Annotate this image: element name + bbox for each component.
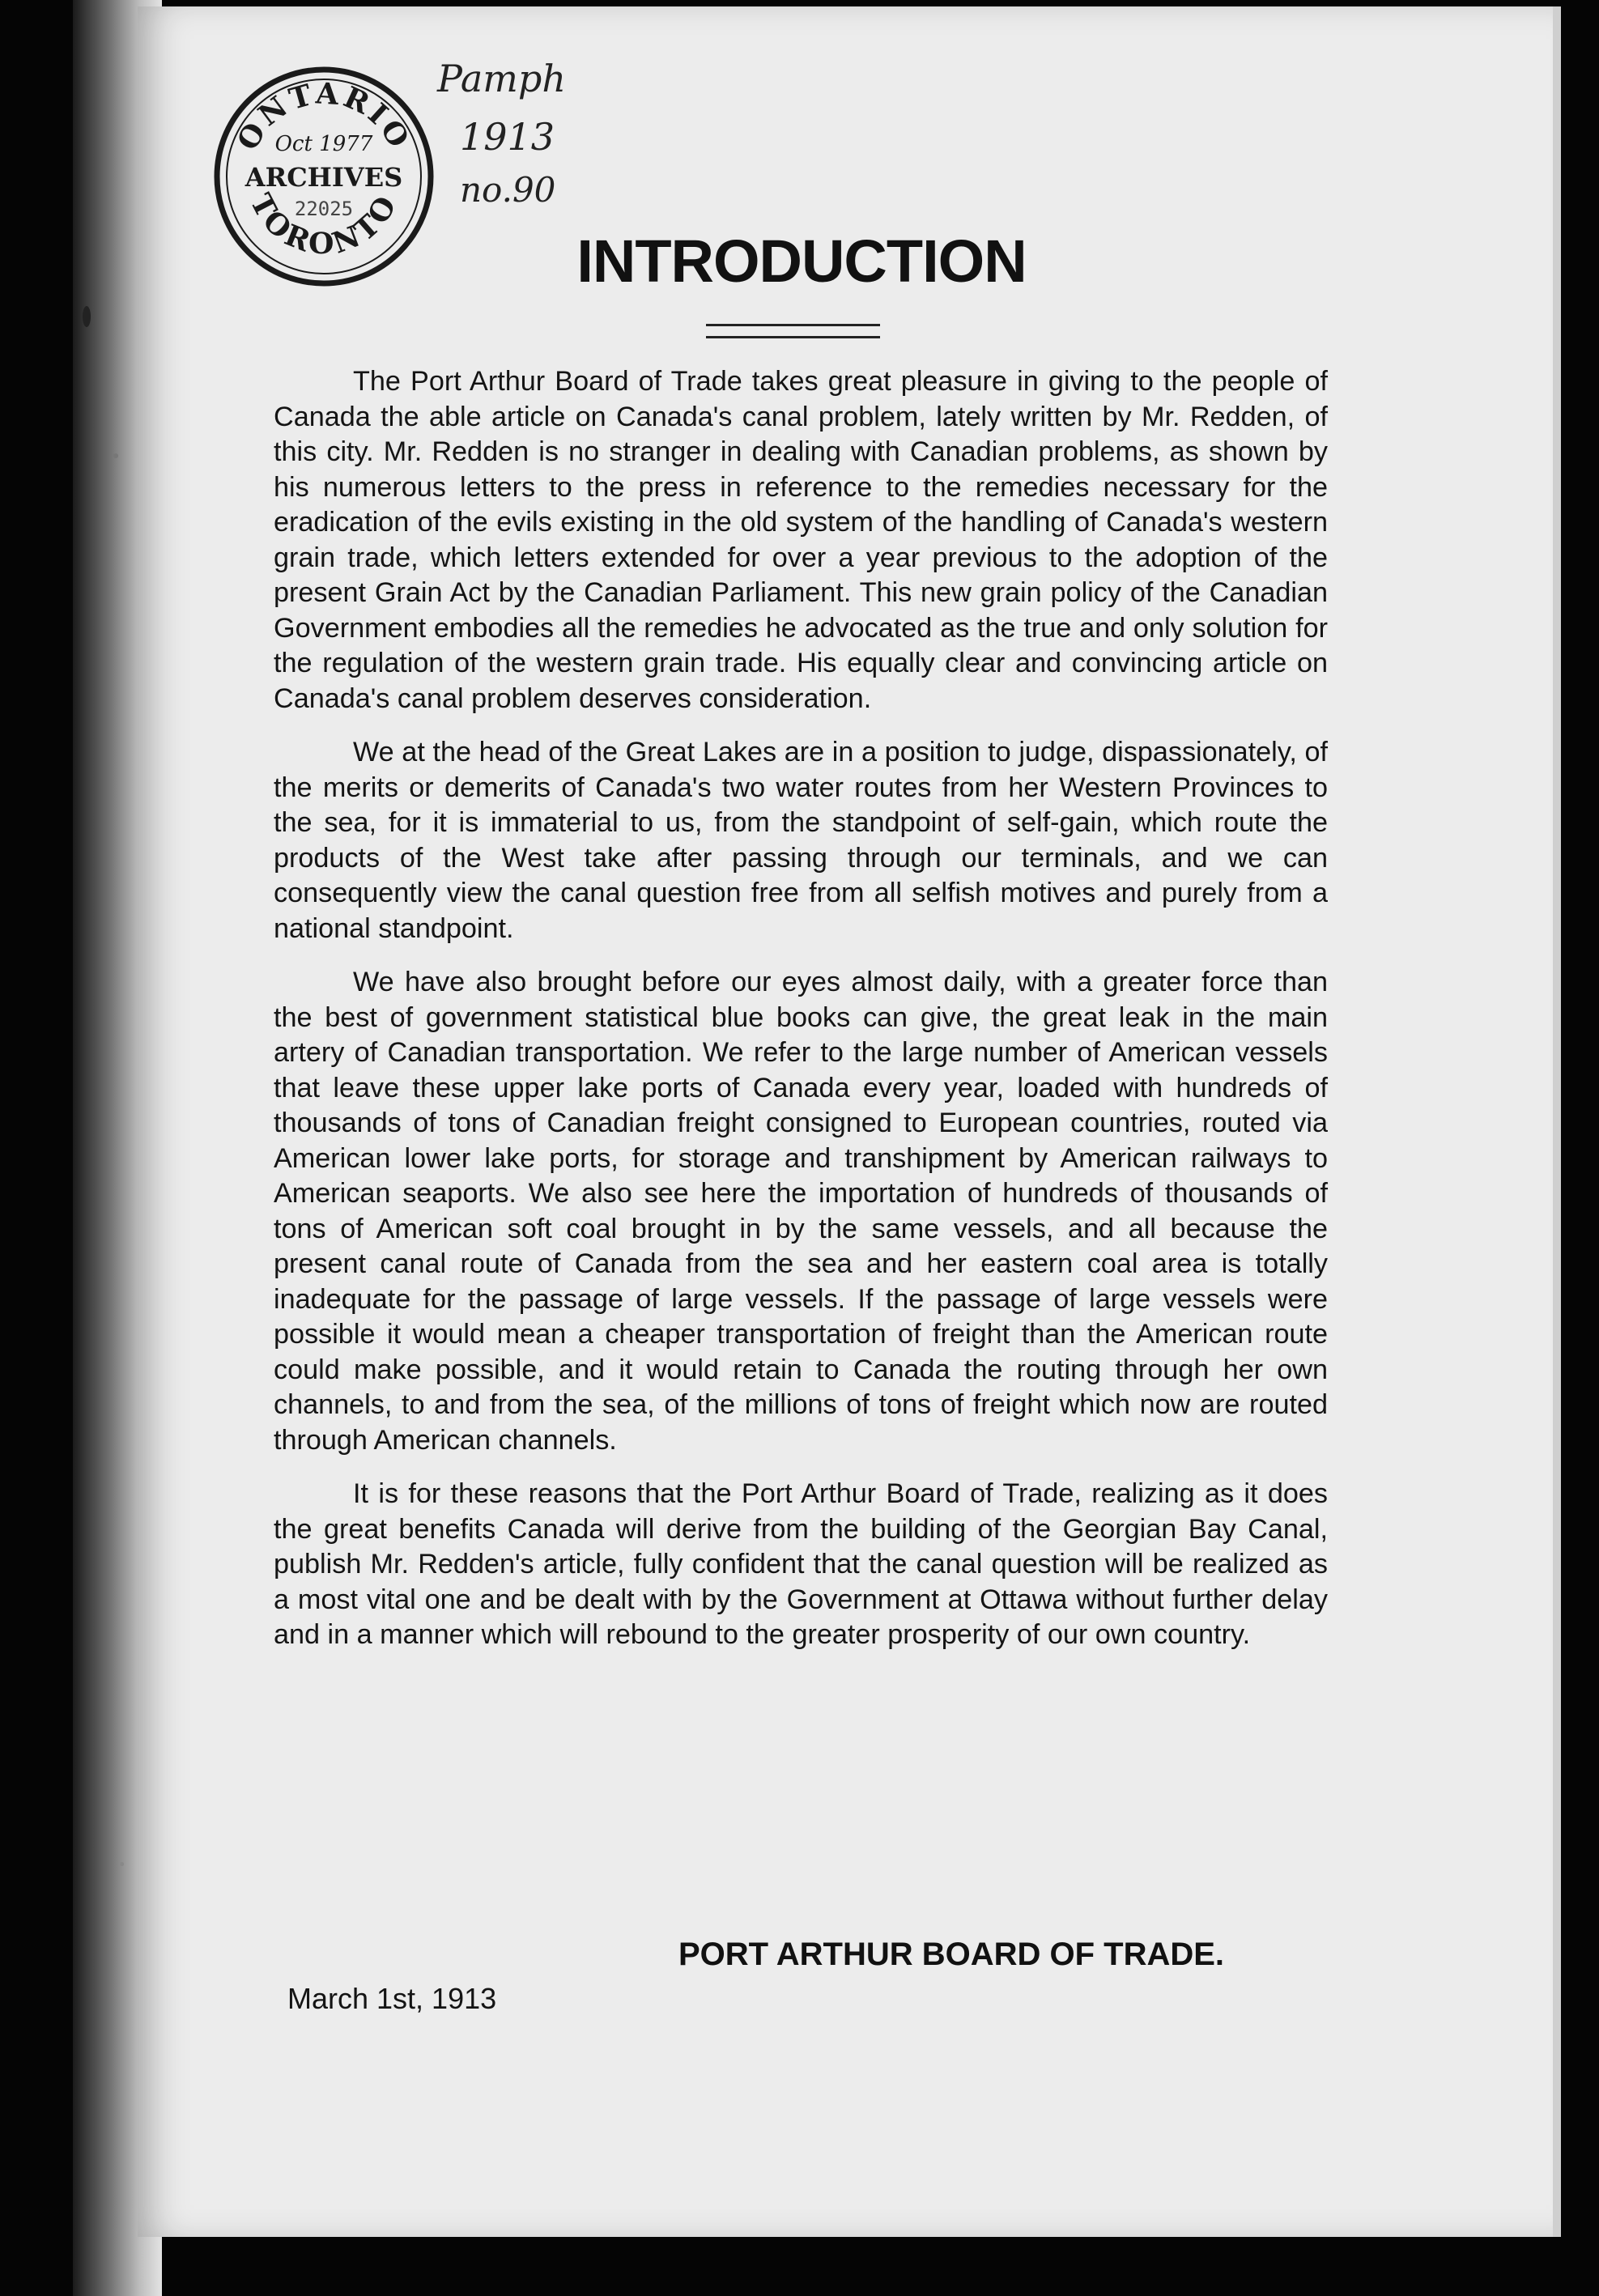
signature: PORT ARTHUR BOARD OF TRADE. <box>678 1937 1225 1972</box>
page-title: INTRODUCTION <box>576 227 1027 295</box>
handwritten-note <box>437 57 599 219</box>
stamp-top-text: ONTARIO <box>230 76 418 156</box>
paragraph-1: The Port Arthur Board of Trade takes great pleasure in giving to the people of Canada the able article on Canada's canal problem, lately written by Mr. Redden, of this city. Mr. Redden is no stranger in dealing with Canadian problems, as shown by his numerous letters to the press in reference to the remedies necessary for the eradication of the evils existing in the old system of the handling of Canada's western grain trade, which letters extended for over a year previous to the adoption of the present Grain Act by the Canadian Parliament. This new grain policy of the Canadian Government embodies all the remedies he advocated as the true and only solution for the regulation of the western grain trade. His equally clear and convincing article on Canada's canal problem deserves consideration. <box>274 366 1328 714</box>
dust-speck <box>120 1862 124 1866</box>
title-divider <box>706 324 880 338</box>
page-edge <box>1553 6 1561 2237</box>
paragraph-4: It is for these reasons that the Port Arthur Board of Trade, realizing as it does the great benefits Canada will derive from the building of the Georgian Bay Canal, publish Mr. Redden's article, fully confident that the canal question will be realized as a most vital one and be dealt with by the Government at Ottawa without further delay and in a manner which will rebound to the greater prosperity of our own country. <box>274 1478 1328 1650</box>
dust-speck <box>113 453 118 458</box>
handwritten-line-2: 1913 <box>460 115 555 159</box>
dust-speck <box>83 306 91 327</box>
archives-stamp <box>211 63 437 290</box>
stamp-number: 22025 <box>294 198 354 220</box>
handwritten-line-1: Pamph <box>437 57 567 100</box>
date: March 1st, 1913 <box>287 1982 497 2015</box>
stamp-bottom-text: TORONTO <box>243 188 405 261</box>
handwritten-line-3: no.90 <box>460 170 556 210</box>
paragraph-2: We at the head of the Great Lakes are in a position to judge, dispassionately, of the merits or demerits of Canada's two water routes from her Western Provinces to the sea, for it is immaterial to us, from the standpoint of self-gain, which route the products of the West take after passing through our terminals, and we can consequently view the canal question free from all selfish motives and purely from a national standpoint. <box>274 737 1328 944</box>
paragraph-3: We have also brought before our eyes almost daily, with a greater force than the best of government statistical blue books can give, the great leak in the main artery of Canadian transportation. We refer to the large number of American vessels that leave these upper lake ports of Canada every year, loaded with hundreds of thousands of tons of Canadian freight consigned to European countries, routed via American lower lake ports, for storage and transhipment by American railways to American seaports. We also see here the importation of hundreds of thousands of tons of American soft coal brought in by the same vessels, and all because the present canal route of Canada from the sea and her eastern coal area is totally inadequate for the passage of large vessels. If the passage of large vessels were possible it would mean a cheaper transportation of freight than the American route could make possible, and it would retain to Canada the routing through her own channels, to and from the sea, of the millions of tons of freight which now are routed through American channels. <box>274 967 1328 1456</box>
stamp-center-text: ARCHIVES <box>245 162 403 193</box>
stamp-month: Oct 1977 <box>274 132 373 156</box>
introduction-body <box>274 364 1328 1672</box>
